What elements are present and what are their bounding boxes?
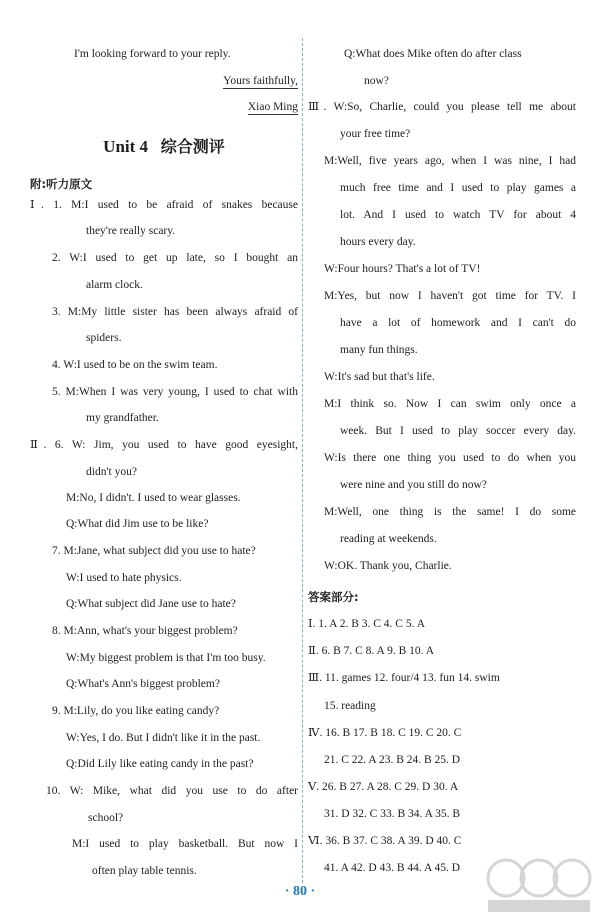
closing-sentence: I'm looking forward to your reply.	[74, 48, 231, 60]
transcript-line: W:I used to hate physics.	[66, 572, 182, 584]
transcript-line: M:I used to play basketball. But now I	[72, 838, 298, 850]
signature: Xiao Ming	[247, 101, 298, 113]
signoff: Yours faithfully,	[223, 75, 298, 87]
unit-title: Unit 4 综合测评	[103, 137, 225, 156]
transcript-line: W:Yes, I do. But I didn't like it in the past.	[66, 732, 261, 744]
transcript-line: hours every day.	[340, 236, 416, 248]
transcript-line: 10. W: Mike, what did you use to do after	[46, 785, 298, 797]
answer-line: Ⅳ. 16. B 17. B 18. C 19. C 20. C	[308, 727, 462, 739]
transcript-line: Q:What's Ann's biggest problem?	[66, 678, 220, 690]
transcript-line: Q:Did Lily like eating candy in the past?	[66, 758, 254, 770]
transcript-line: 2. W:I used to get up late, so I bought an	[52, 252, 298, 264]
transcript-line: many fun things.	[340, 344, 418, 356]
transcript-line: reading at weekends.	[340, 533, 437, 545]
transcript-line: W:It's sad but that's life.	[324, 371, 435, 383]
transcript-line: were nine and you still do now?	[340, 479, 487, 491]
watermark-logo	[484, 856, 594, 914]
transcript-line: M:Well, five years ago, when I was nine, I had	[324, 155, 576, 167]
answer-line: Ⅵ. 36. B 37. C 38. A 39. D 40. C	[308, 835, 462, 847]
transcript-line: 7. M:Jane, what subject did you use to hate?	[52, 545, 256, 557]
transcript-label: 附:听力原文	[30, 177, 93, 191]
transcript-line: spiders.	[86, 332, 122, 344]
answers-label: 答案部分:	[308, 590, 359, 604]
transcript-line: much free time and I used to play games a	[340, 182, 576, 194]
answer-line: Ⅲ. 11. games 12. four/4 13. fun 14. swim	[308, 672, 500, 684]
transcript-line: my grandfather.	[86, 412, 159, 424]
transcript-line: didn't you?	[86, 466, 137, 478]
answer-line: 15. reading	[324, 700, 376, 712]
transcript-line: M:I think so. Now I can swim only once a	[324, 398, 576, 410]
transcript-line: have a lot of homework and I can't do	[340, 317, 576, 329]
transcript-line: they're really scary.	[86, 225, 176, 237]
transcript-line: often play table tennis.	[92, 865, 197, 877]
transcript-line: 3. M:My little sister has been always afraid of	[52, 306, 298, 318]
transcript-line: 4. W:I used to be on the swim team.	[52, 359, 218, 371]
transcript-line: Ⅲ. W:So, Charlie, could you please tell me about	[308, 101, 576, 113]
transcript-line: M:No, I didn't. I used to wear glasses.	[66, 492, 241, 504]
transcript-line: now?	[364, 75, 389, 87]
page-number: · 80 ·	[284, 884, 316, 899]
transcript-line: 9. M:Lily, do you like eating candy?	[52, 705, 220, 717]
transcript-line: week. But I used to play soccer every day.	[340, 425, 576, 437]
transcript-line: M:Well, one thing is the same! I do some	[324, 506, 576, 518]
transcript-line: your free time?	[340, 128, 411, 140]
transcript-line: M:Yes, but now I haven't got time for TV. I	[324, 290, 576, 302]
transcript-line: W:OK. Thank you, Charlie.	[324, 560, 452, 572]
transcript-line: W:Four hours? That's a lot of TV!	[324, 263, 481, 275]
transcript-line: lot. And I used to watch TV for about 4	[340, 209, 576, 221]
answer-line: 31. D 32. C 33. B 34. A 35. B	[324, 808, 461, 820]
transcript-line: Q:What does Mike often do after class	[344, 48, 522, 60]
transcript-line: Q:What subject did Jane use to hate?	[66, 598, 236, 610]
transcript-line: W:Is there one thing you used to do when you	[324, 452, 576, 464]
transcript-line: alarm clock.	[86, 279, 143, 291]
answer-line: Ⅰ. 1. A 2. B 3. C 4. C 5. A	[308, 618, 426, 630]
answer-line: Ⅴ. 26. B 27. A 28. C 29. D 30. A	[308, 781, 459, 793]
transcript-line: 5. M:When I was very young, I used to chat with	[52, 386, 298, 398]
transcript-line: W:My biggest problem is that I'm too busy.	[66, 652, 266, 664]
column-divider	[302, 38, 303, 883]
answer-line: 21. C 22. A 23. B 24. B 25. D	[324, 754, 461, 766]
transcript-line: 8. M:Ann, what's your biggest problem?	[52, 625, 238, 637]
answer-line: Ⅱ. 6. B 7. C 8. A 9. B 10. A	[308, 645, 435, 657]
transcript-line: Q:What did Jim use to be like?	[66, 518, 209, 530]
transcript-line: Ⅱ. 6. W: Jim, you used to have good eyesight,	[30, 439, 298, 451]
transcript-line: school?	[88, 812, 124, 824]
answer-line: 41. A 42. D 43. B 44. A 45. D	[324, 862, 461, 874]
transcript-line: Ⅰ. 1. M:I used to be afraid of snakes because	[30, 199, 298, 211]
